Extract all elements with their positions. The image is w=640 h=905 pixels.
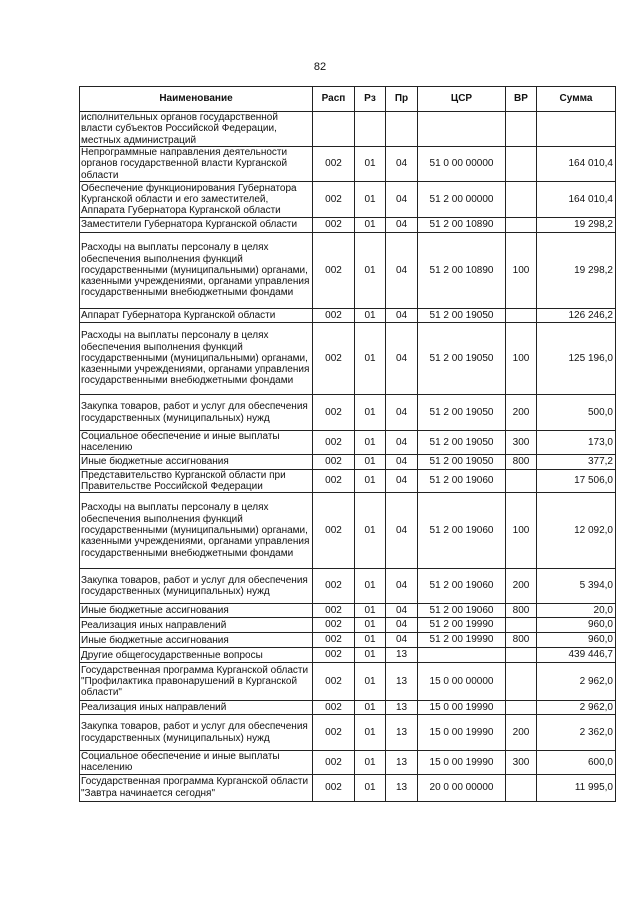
row-pr: 04 [386,147,418,182]
row-sum [537,112,616,147]
row-rz: 01 [355,323,386,395]
row-vr [506,774,537,801]
row-name: Закупка товаров, работ и услуг для обеспечения государственных (муниципальных) нужд [80,569,313,604]
row-rasp: 002 [313,751,355,775]
row-csr: 51 2 00 10890 [418,218,506,233]
row-name: Представительство Курганской области при Правительстве Российской Федерации [80,469,313,493]
row-vr [506,663,537,701]
row-name: исполнительных органов государственной власти субъектов Российской Федерации, местных администраций [80,112,313,147]
row-vr [506,218,537,233]
row-pr: 04 [386,569,418,604]
row-rasp: 002 [313,469,355,493]
row-csr [418,112,506,147]
table-row [80,218,616,233]
row-csr: 51 2 00 19050 [418,395,506,431]
row-name: Заместители Губернатора Курганской области [80,218,313,233]
row-rz: 01 [355,454,386,469]
table-row [80,701,616,715]
row-vr: 800 [506,454,537,469]
page-number: 82 [313,61,327,73]
row-rz: 01 [355,469,386,493]
row-rasp: 002 [313,701,355,715]
row-csr: 51 2 00 00000 [418,182,506,218]
header-vr: ВР [506,87,537,112]
table-row [80,648,616,663]
row-csr: 20 0 00 00000 [418,774,506,801]
table-row [80,454,616,469]
row-vr: 200 [506,395,537,431]
row-csr: 51 2 00 19050 [418,323,506,395]
row-pr: 04 [386,618,418,633]
table-row [80,751,616,775]
table-row [80,431,616,455]
header-row [80,87,616,112]
row-sum: 439 446,7 [537,648,616,663]
row-vr [506,618,537,633]
row-csr: 15 0 00 19990 [418,751,506,775]
table-row [80,604,616,618]
row-pr: 04 [386,309,418,323]
row-rz: 01 [355,182,386,218]
row-name: Другие общегосударственные вопросы [80,648,313,663]
row-pr: 13 [386,715,418,751]
row-vr [506,701,537,715]
row-pr: 04 [386,218,418,233]
row-sum: 19 298,2 [537,218,616,233]
row-rasp: 002 [313,147,355,182]
row-csr: 51 2 00 19060 [418,469,506,493]
row-rz: 01 [355,701,386,715]
row-csr: 15 0 00 19990 [418,701,506,715]
row-pr: 04 [386,182,418,218]
table-row [80,112,616,147]
row-sum: 2 962,0 [537,701,616,715]
row-rasp: 002 [313,431,355,455]
table-row [80,182,616,218]
row-rasp: 002 [313,569,355,604]
row-rasp: 002 [313,493,355,569]
table-row [80,715,616,751]
row-pr: 13 [386,774,418,801]
row-name: Государственная программа Курганской области "Завтра начинается сегодня" [80,774,313,801]
row-rz: 01 [355,663,386,701]
header-pr: Пр [386,87,418,112]
row-rasp [313,112,355,147]
row-name: Реализация иных направлений [80,618,313,633]
table-row [80,147,616,182]
row-pr: 04 [386,493,418,569]
row-rasp: 002 [313,233,355,309]
row-pr: 04 [386,454,418,469]
row-pr: 04 [386,395,418,431]
row-name: Обеспечение функционирования Губернатора Курганской области и его заместителей, Аппарата Губернатора Курганской области [80,182,313,218]
row-rz: 01 [355,147,386,182]
row-csr: 51 2 00 19060 [418,493,506,569]
row-vr [506,469,537,493]
row-vr [506,309,537,323]
table-row [80,323,616,395]
table-row [80,233,616,309]
row-name: Закупка товаров, работ и услуг для обеспечения государственных (муниципальных) нужд [80,715,313,751]
row-rasp: 002 [313,182,355,218]
row-rz: 01 [355,309,386,323]
row-pr: 13 [386,648,418,663]
row-rz: 01 [355,395,386,431]
row-rz: 01 [355,218,386,233]
row-pr: 13 [386,701,418,715]
row-rz: 01 [355,648,386,663]
row-vr: 100 [506,493,537,569]
row-name: Иные бюджетные ассигнования [80,454,313,469]
row-csr [418,648,506,663]
row-sum: 126 246,2 [537,309,616,323]
row-rasp: 002 [313,663,355,701]
row-rasp: 002 [313,633,355,648]
row-name: Закупка товаров, работ и услуг для обеспечения государственных (муниципальных) нужд [80,395,313,431]
row-vr: 800 [506,633,537,648]
row-name: Иные бюджетные ассигнования [80,633,313,648]
header-csr: ЦСР [418,87,506,112]
row-name: Социальное обеспечение и иные выплаты населению [80,751,313,775]
row-vr: 800 [506,604,537,618]
table-row [80,633,616,648]
row-rasp: 002 [313,715,355,751]
row-csr: 51 2 00 19050 [418,309,506,323]
row-csr: 51 2 00 19990 [418,618,506,633]
row-sum: 600,0 [537,751,616,775]
row-rasp: 002 [313,618,355,633]
row-pr: 04 [386,323,418,395]
table-row [80,663,616,701]
row-rz: 01 [355,751,386,775]
row-sum: 164 010,4 [537,147,616,182]
row-vr: 100 [506,233,537,309]
row-vr: 100 [506,323,537,395]
row-vr: 200 [506,715,537,751]
row-csr: 15 0 00 19990 [418,715,506,751]
row-rz: 01 [355,604,386,618]
header-rasp: Расп [313,87,355,112]
row-name: Расходы на выплаты персоналу в целях обеспечения выполнения функций государственными (муниципальными) органами, казенными учреждениями, органами управления государственными внебюджетными фондами [80,233,313,309]
row-sum: 960,0 [537,633,616,648]
table-row [80,469,616,493]
row-pr: 04 [386,469,418,493]
row-vr: 200 [506,569,537,604]
row-csr: 51 2 00 19050 [418,431,506,455]
row-sum: 12 092,0 [537,493,616,569]
row-pr: 04 [386,233,418,309]
row-csr: 51 2 00 19060 [418,569,506,604]
row-vr [506,648,537,663]
table-row [80,309,616,323]
header-rz: Рз [355,87,386,112]
row-rz: 01 [355,774,386,801]
row-csr: 15 0 00 00000 [418,663,506,701]
row-pr: 04 [386,604,418,618]
row-pr: 04 [386,633,418,648]
row-sum: 19 298,2 [537,233,616,309]
row-pr [386,112,418,147]
row-rz: 01 [355,569,386,604]
row-pr: 04 [386,431,418,455]
row-rasp: 002 [313,323,355,395]
row-sum: 173,0 [537,431,616,455]
row-vr [506,147,537,182]
row-rasp: 002 [313,454,355,469]
row-vr [506,182,537,218]
row-sum: 5 394,0 [537,569,616,604]
row-rz: 01 [355,233,386,309]
table-row [80,774,616,801]
row-rz: 01 [355,431,386,455]
row-rasp: 002 [313,395,355,431]
row-sum: 2 962,0 [537,663,616,701]
row-csr: 51 2 00 19060 [418,604,506,618]
row-name: Расходы на выплаты персоналу в целях обеспечения выполнения функций государственными (муниципальными) органами, казенными учреждениями, органами управления государственными внебюджетными фондами [80,323,313,395]
row-sum: 11 995,0 [537,774,616,801]
row-csr: 51 2 00 19050 [418,454,506,469]
header-sum: Сумма [537,87,616,112]
row-rz [355,112,386,147]
row-vr: 300 [506,751,537,775]
row-rasp: 002 [313,648,355,663]
row-name: Реализация иных направлений [80,701,313,715]
row-sum: 2 362,0 [537,715,616,751]
header-name: Наименование [80,87,313,112]
row-rasp: 002 [313,309,355,323]
row-name: Иные бюджетные ассигнования [80,604,313,618]
table-row [80,569,616,604]
row-csr: 51 2 00 19990 [418,633,506,648]
row-rz: 01 [355,618,386,633]
row-vr [506,112,537,147]
row-name: Аппарат Губернатора Курганской области [80,309,313,323]
row-rz: 01 [355,493,386,569]
row-name: Государственная программа Курганской области "Профилактика правонарушений в Курганской области" [80,663,313,701]
row-rasp: 002 [313,218,355,233]
row-sum: 500,0 [537,395,616,431]
table-row [80,493,616,569]
row-name: Непрограммные направления деятельности органов государственной власти Курганской области [80,147,313,182]
table-row [80,395,616,431]
row-rasp: 002 [313,604,355,618]
row-name: Социальное обеспечение и иные выплаты населению [80,431,313,455]
row-name: Расходы на выплаты персоналу в целях обеспечения выполнения функций государственными (муниципальными) органами, казенными учреждениями, органами управления государственными внебюджетными фондами [80,493,313,569]
table-row [80,618,616,633]
row-sum: 164 010,4 [537,182,616,218]
row-sum: 960,0 [537,618,616,633]
row-pr: 13 [386,751,418,775]
row-rz: 01 [355,633,386,648]
row-rasp: 002 [313,774,355,801]
row-csr: 51 0 00 00000 [418,147,506,182]
row-vr: 300 [506,431,537,455]
row-sum: 20,0 [537,604,616,618]
row-pr: 13 [386,663,418,701]
budget-table [79,86,616,802]
row-sum: 17 506,0 [537,469,616,493]
row-rz: 01 [355,715,386,751]
row-csr: 51 2 00 10890 [418,233,506,309]
row-sum: 377,2 [537,454,616,469]
row-sum: 125 196,0 [537,323,616,395]
